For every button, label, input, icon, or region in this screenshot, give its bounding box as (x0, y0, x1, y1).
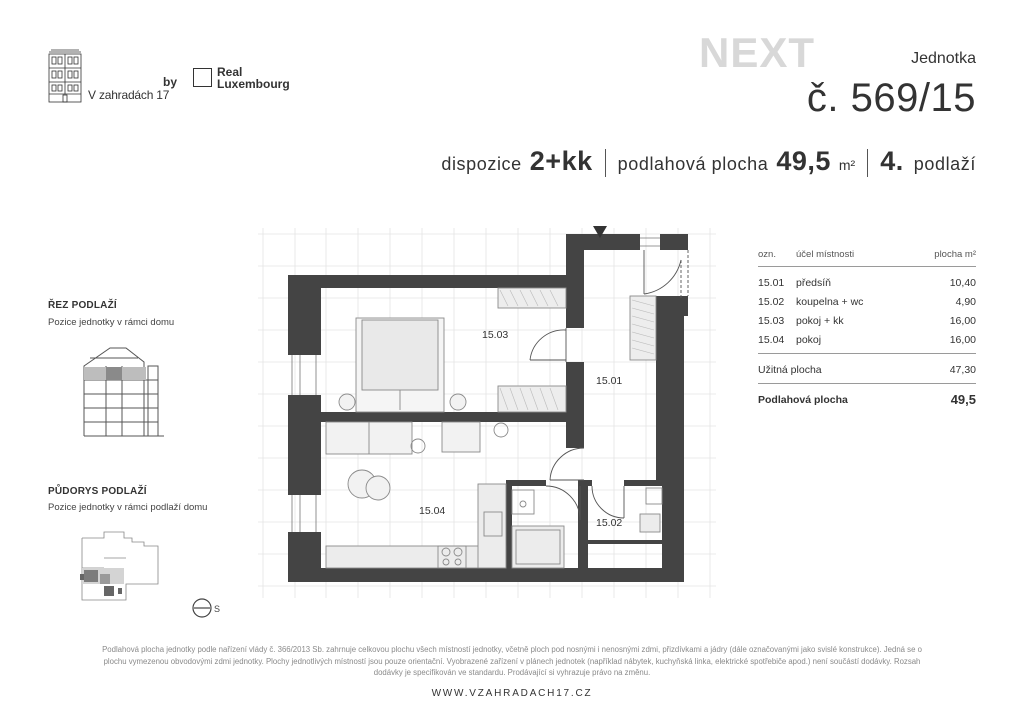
layout-label: dispozice (441, 154, 522, 174)
header-purpose: účel místnosti (796, 248, 855, 260)
compass-label: S (214, 604, 221, 614)
floorplan-subtitle: Pozice jednotky v rámci podlaží domu (48, 502, 208, 513)
unit-number: č. 569/15 (806, 76, 976, 120)
row-code: 15.01 (758, 276, 785, 289)
table-row (758, 330, 976, 349)
section-subtitle: Pozice jednotky v rámci domu (48, 317, 175, 328)
total-area-row (758, 390, 976, 409)
row-area: 4,90 (955, 295, 976, 308)
table-row (758, 292, 976, 311)
website-link[interactable]: WWW.VZAHRADACH17.CZ (431, 688, 593, 699)
table-divider (758, 353, 976, 354)
total-area-label: Podlahová plocha (758, 393, 848, 406)
row-area: 16,00 (949, 314, 976, 327)
floor-value: 4. (880, 146, 904, 176)
room-label-15-01: 15.01 (596, 375, 623, 387)
area-value: 49,5 (776, 146, 831, 176)
developer-name-line1: Real (217, 65, 243, 79)
header-code: ozn. (758, 248, 776, 260)
row-purpose: pokoj (796, 333, 822, 346)
usable-area-value: 47,30 (949, 363, 976, 376)
developer-name-line2: Luxembourg (217, 77, 290, 91)
row-code: 15.04 (758, 333, 785, 346)
agency-logo-text: NEXT (699, 29, 816, 74)
row-purpose: koupelna + wc (796, 295, 864, 308)
row-code: 15.03 (758, 314, 785, 327)
room-label-15-02: 15.02 (596, 517, 623, 529)
row-area: 16,00 (949, 333, 976, 346)
table-divider (758, 266, 976, 267)
floor-label: podlaží (913, 154, 976, 174)
unit-label: Jednotka (911, 50, 976, 67)
row-area: 10,40 (949, 276, 976, 289)
legal-note-line: plochu vymezenou obvodovými zdmi jednotky. Plochy jednotlivých místností jsou pouze orientační. Vyobrazené zařízení v plánech jednotek (například nábytek, kuchyňská linka, elektrické spotřebiče apod.) není součástí dodávky. Rozsah (103, 656, 921, 666)
area-unit: m² (838, 157, 856, 173)
room-label-15-04: 15.04 (419, 505, 446, 517)
room-table (758, 246, 976, 409)
legal-note-line: Podlahová plocha jednotky podle nařízení vlády č. 366/2013 Sb. zahrnuje celkovou plochu všech místností jednotky, včetně ploch pod nosnými i nenosnými zdmi, přizdívkami a jádry (dále označovanými jako svislé konstrukce). Jedná se o (102, 645, 922, 654)
layout-value: 2+kk (529, 146, 593, 176)
table-row (758, 273, 976, 292)
usable-area-row (758, 360, 976, 379)
row-purpose: pokoj + kk (796, 314, 844, 327)
by-label: by (163, 75, 178, 89)
area-label: podlahová plocha (617, 154, 769, 174)
table-divider (758, 383, 976, 384)
floorplan-title: PŮDORYS PODLAŽÍ (48, 486, 147, 497)
usable-area-label: Užitná plocha (758, 363, 822, 376)
legal-note-line: dodávky je specifikován ve standardu. Prodávající si vyhrazuje právo na změnu. (373, 668, 651, 677)
header-area: plocha m² (934, 248, 976, 260)
section-title: ŘEZ PODLAŽÍ (48, 300, 117, 311)
room-label-15-03: 15.03 (482, 329, 509, 341)
table-row (758, 311, 976, 330)
row-purpose: předsíň (796, 276, 832, 289)
table-header-row (758, 246, 976, 262)
row-code: 15.02 (758, 295, 785, 308)
project-name: V zahradách 17 (88, 88, 170, 102)
total-area-value: 49,5 (950, 392, 976, 407)
legal-note (40, 644, 984, 679)
